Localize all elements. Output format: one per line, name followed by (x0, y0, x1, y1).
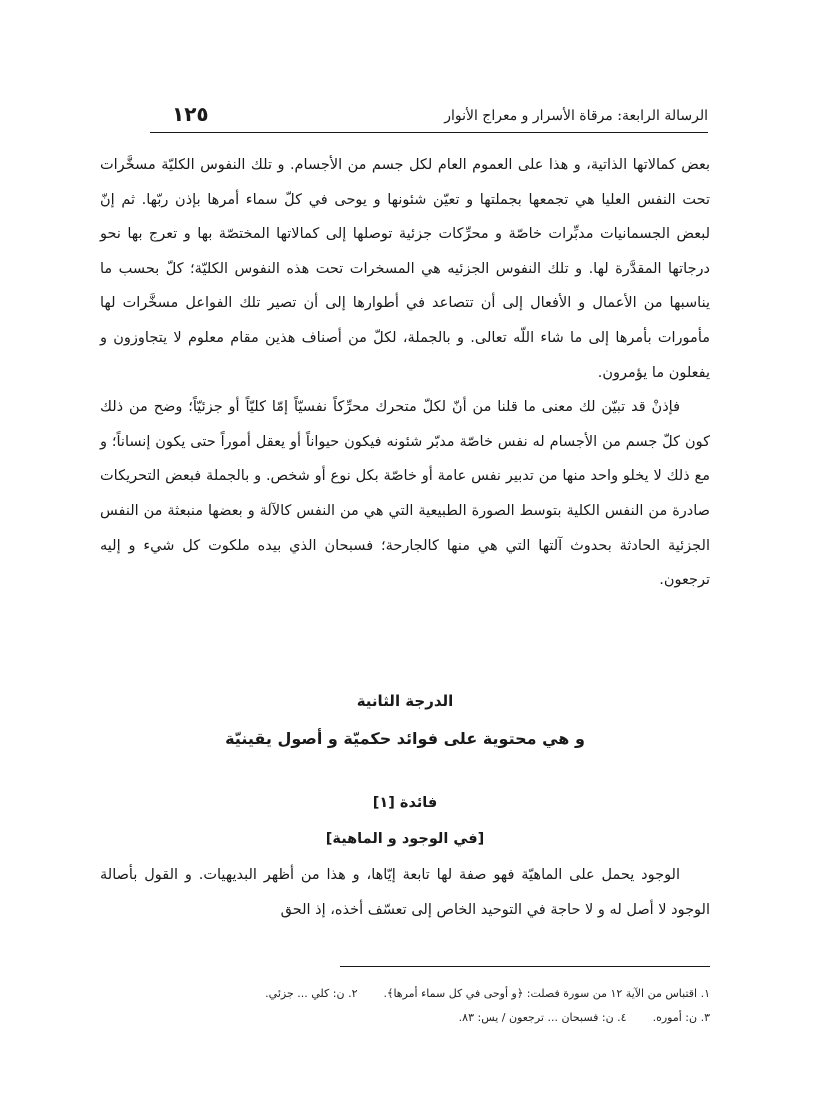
running-header (150, 98, 708, 134)
paragraph-2: فإذنْ قد تبيّن لك معنى ما قلنا من أنّ لكلّ متحرك محرِّكاً نفسيّاً إمّا كليّاً أو جزئيّاً؛ وضح من ذلك كون كلّ جسم من الأجسام له نفس خاصّة مدبّر شئونه فيكون حيواناً أو يعقل أموراً حتى يكون إنساناً؛ و مع ذلك لا يخلو واحد منها من تدبير نفس عامة أو خاصّة بكل نوع أو شخص. و بالجملة فبعض التحريكات صادرة من النفس الكلية بتوسط الصورة الطبيعية التي هي من النفس كالآلة و بعضها منبعثة من النفس الجزئية الحادثة بحدوث آلتها التي هي منها كالجارحة؛ فسبحان الذي بيده ملكوت كل شيء و إليه ترجعون. (100, 399, 710, 589)
footnote-row (100, 982, 710, 1006)
section-subtitle: و هي محتوية على فوائد حكميّة و أصول يقينيّة (225, 729, 585, 748)
footnote-2: ٢. ن: كلي ... جزئي. (265, 987, 358, 1000)
main-text (100, 148, 710, 598)
faida-paragraph: الوجود يحمل على الماهيّة فهو صفة لها تابعة إيّاها، و هذا من أظهر البديهيات. و القول بأصالة الوجود لا أصل له و لا حاجة في التوحيد الخاص إلى تعسّف أخذه، إذ الحق (100, 867, 710, 918)
running-header-title: الرسالة الرابعة: مرقاة الأسرار و معراج الأنوار (444, 108, 708, 124)
footnote-3: ٣. ن: أموره. (652, 1011, 710, 1024)
section-heading (100, 686, 710, 754)
section-title: الدرجة الثانية (356, 692, 454, 710)
faida-label: فائدة [١] (372, 795, 438, 811)
header-rule (150, 132, 708, 133)
footnote-row (100, 1006, 710, 1030)
paragraph-1: بعض كمالاتها الذاتية، و هذا على العموم العام لكل جسم من الأجسام. و تلك النفوس الكليّة مسخَّرات تحت النفس العليا هي تجمعها بجملتها و تعيّن شئونها و يوحى في كلّ سماء أمرها بإذن ربّها. ثم إنّ لبعض الجسمانيات مدبِّرات خاصّة و محرِّكات جزئية توصلها إلى كمالاتها المختصّة بها و تعرج بها نحو درجاتها المقدَّرة لها. و تلك النفوس الجزئيه هي المسخرات تحت هذه النفوس الكليّة؛ كلّ بحسب ما يناسبها من الأعمال و الأفعال إلى أن تتصاعد في أطوارها إلى أن تصير تلك الفواعل مسخَّرات لها مأمورات بأمرها إلى ما شاء اللّه تعالى. و بالجملة، لكلّ من أصناف هذين مقام معلوم لا يتجاوزون و يفعلون ما يؤمرون. (100, 157, 710, 381)
footnotes (100, 982, 710, 1030)
footnote-1: ١. اقتباس من الآية ١٢ من سورة فصلت: ﴿و أوحى في كل سماء أمرها﴾. (383, 987, 710, 1000)
footnote-4: ٤. ن: فسبحان ... ترجعون / يس: ٨٣. (458, 1011, 627, 1024)
footnote-rule (340, 966, 710, 967)
page-number: ١٢٥ (172, 102, 209, 126)
faida-text-block (100, 858, 710, 927)
faida-heading (100, 788, 710, 854)
faida-subtitle: [في الوجود و الماهية] (325, 831, 485, 847)
